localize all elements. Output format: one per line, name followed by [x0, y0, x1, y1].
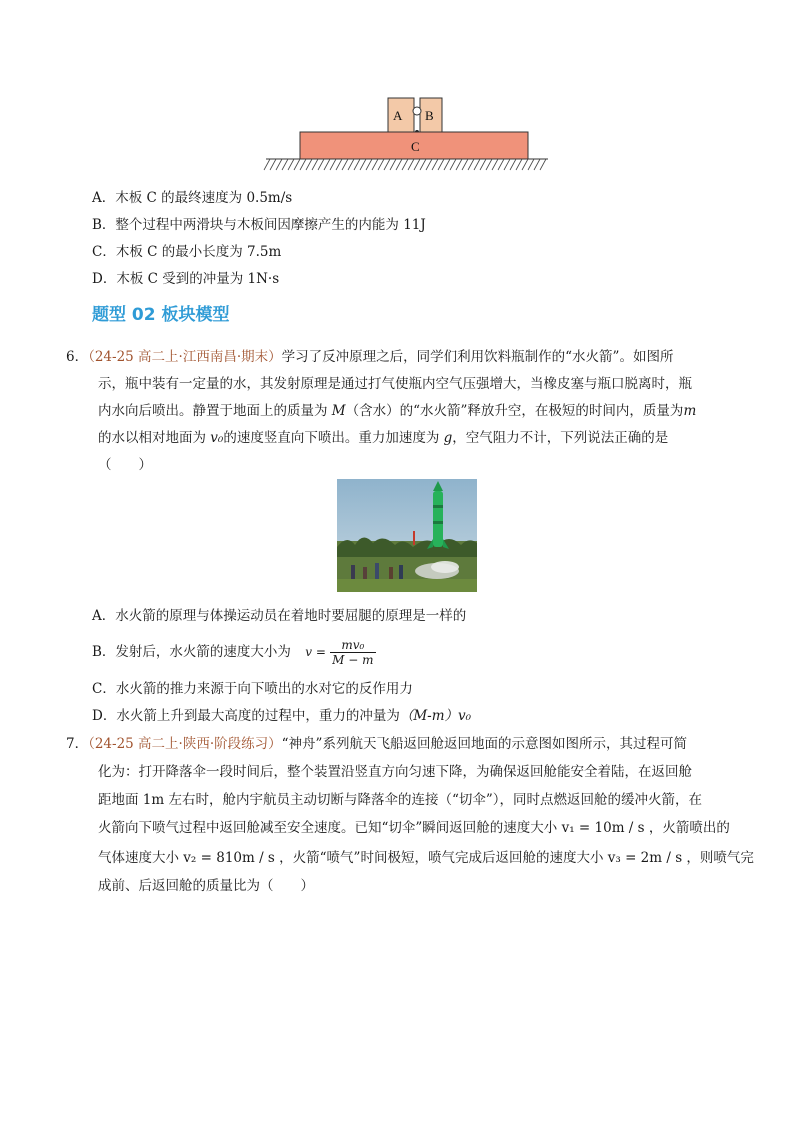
- q6-line4-a: 的水以相对地面为: [98, 430, 206, 446]
- hatch-mark: [522, 159, 528, 170]
- hatch-mark: [390, 159, 396, 170]
- section-heading: 题型 02 板块模型: [92, 305, 230, 325]
- q6-line4-b: 的速度竖直向下喷出。重力加速度为: [223, 430, 440, 446]
- hatch-mark: [300, 159, 306, 170]
- hatch-mark: [438, 159, 444, 170]
- hatch-mark: [384, 159, 390, 170]
- q7-line-1: [66, 732, 687, 752]
- hatch-mark: [498, 159, 504, 170]
- hatch-mark: [534, 159, 540, 170]
- q6-line-2: 示，瓶中装有一定量的水，其发射原理是通过打气使瓶内空气压强增大，当橡皮塞与瓶口脱离时，瓶: [98, 376, 692, 392]
- hatch-mark: [396, 159, 402, 170]
- q7-source: （24-25 高二上·陕西·阶段练习）: [88, 736, 282, 752]
- q6-var-m: m: [683, 403, 697, 419]
- hatch-mark: [276, 159, 282, 170]
- q6-option-c: C．水火箭的推力来源于向下喷出的水对它的反作用力: [92, 681, 413, 697]
- hatch-mark: [402, 159, 408, 170]
- q5-option-d: D．木板 C 受到的冲量为 1N·s: [92, 271, 280, 287]
- label-a: A: [393, 108, 403, 123]
- fraction-denominator: M − m: [332, 653, 374, 667]
- hatch-mark: [468, 159, 474, 170]
- hatch-mark: [282, 159, 288, 170]
- q6-line-4: [98, 426, 668, 446]
- hatch-mark: [336, 159, 342, 170]
- hatch-mark: [342, 159, 348, 170]
- hatch-mark: [444, 159, 450, 170]
- hatch-mark: [408, 159, 414, 170]
- q7-line-3: 距地面 1m 左右时，舱内宇航员主动切断与降落伞的连接（“切伞”），同时点燃返回舱的缓冲火箭，在: [98, 792, 703, 808]
- hatch-mark: [420, 159, 426, 170]
- q6-option-b-text: B．发射后，水火箭的速度大小为: [92, 644, 291, 660]
- q6-option-d-expr: （M-m）v₀: [399, 708, 472, 724]
- hatch-mark: [294, 159, 300, 170]
- water-rocket-photo: [337, 479, 477, 592]
- q6-var-M: M: [331, 403, 346, 419]
- q5-option-b: B．整个过程中两滑块与木板间因摩擦产生的内能为 11J: [92, 217, 426, 233]
- hatch-mark: [450, 159, 456, 170]
- hatch-mark: [306, 159, 312, 170]
- hatch-mark: [372, 159, 378, 170]
- q6-option-b: [92, 638, 376, 667]
- hatch-mark: [414, 159, 420, 170]
- hatch-mark: [360, 159, 366, 170]
- hatch-mark: [348, 159, 354, 170]
- hatch-mark: [288, 159, 294, 170]
- q6-line3-a: 内水向后喷出。静置于地面上的质量为: [98, 403, 328, 419]
- q6-source: （24-25 高二上·江西南昌·期末）: [88, 349, 282, 365]
- q7-line-2: 化为：打开降落伞一段时间后，整个装置沿竖直方向匀速下降，为确保返回舱能安全着陆，在返回舱: [98, 764, 692, 780]
- hatch-mark: [540, 159, 546, 170]
- q6-option-b-fraction: [330, 638, 375, 667]
- hatch-mark: [318, 159, 324, 170]
- hatch-mark: [528, 159, 534, 170]
- hatch-mark: [516, 159, 522, 170]
- q7-line1-text: “神舟”系列航天飞船返回舱返回地面的示意图如图所示，其过程可简: [281, 736, 687, 752]
- hatch-mark: [354, 159, 360, 170]
- connector-ring: [413, 107, 421, 115]
- q7-number: 7．: [66, 736, 89, 752]
- hatch-mark: [324, 159, 330, 170]
- hatch-mark: [474, 159, 480, 170]
- q6-line-3: [98, 399, 696, 419]
- q7-line-6: 成前、后返回舱的质量比为（ ）: [98, 878, 314, 894]
- q6-option-d-text: D．水火箭上升到最大高度的过程中，重力的冲量为: [92, 708, 400, 724]
- q7-line-4: 火箭向下喷气过程中返回舱减至安全速度。已知“切伞”瞬间返回舱的速度大小 v₁ = 10m / s ，火箭喷出的: [98, 820, 730, 836]
- hatch-mark: [426, 159, 432, 170]
- q6-line-1: [66, 345, 673, 365]
- hatch-mark: [492, 159, 498, 170]
- hatch-mark: [378, 159, 384, 170]
- q6-line1-text: 学习了反冲原理之后，同学们利用饮料瓶制作的“水火箭”。如图所: [281, 349, 674, 365]
- hatch-mark: [486, 159, 492, 170]
- q6-var-g: g: [443, 430, 453, 446]
- hatch-mark: [270, 159, 276, 170]
- q6-line3-b: （含水）的“水火箭”释放升空，在极短的时间内，质量为: [345, 403, 684, 419]
- hatch-mark: [312, 159, 318, 170]
- hatch-mark: [462, 159, 468, 170]
- hatch-mark: [432, 159, 438, 170]
- q6-option-d: [92, 704, 471, 724]
- fraction-numerator: mv₀: [330, 638, 375, 653]
- q5-option-c: C．木板 C 的最小长度为 7.5m: [92, 244, 282, 260]
- q7-line-5: 气体速度大小 v₂ = 810m / s ，火箭“喷气”时间极短，喷气完成后返回舱的速度大小 v₃ = 2m / s ，则喷气完: [98, 850, 754, 866]
- q6-line4-c: ，空气阻力不计，下列说法正确的是: [452, 430, 669, 446]
- q6-var-v0: v₀: [210, 430, 224, 446]
- hatch-mark: [504, 159, 510, 170]
- hatch-mark: [456, 159, 462, 170]
- hatch-mark: [480, 159, 486, 170]
- label-c: C: [411, 139, 420, 154]
- q6-number: 6．: [66, 349, 89, 365]
- hatch-mark: [330, 159, 336, 170]
- q6-option-b-v: v =: [305, 645, 326, 659]
- hatch-mark: [264, 159, 270, 170]
- ground-hatching: [264, 159, 546, 170]
- q6-option-a: A．水火箭的原理与体操运动员在着地时要屈腿的原理是一样的: [92, 608, 467, 624]
- label-b: B: [425, 108, 434, 123]
- q5-option-a: A．木板 C 的最终速度为 0.5m/s: [92, 190, 293, 206]
- board-block-figure: [262, 94, 552, 178]
- hatch-mark: [510, 159, 516, 170]
- hatch-mark: [366, 159, 372, 170]
- q6-answer-blank: （ ）: [98, 457, 152, 473]
